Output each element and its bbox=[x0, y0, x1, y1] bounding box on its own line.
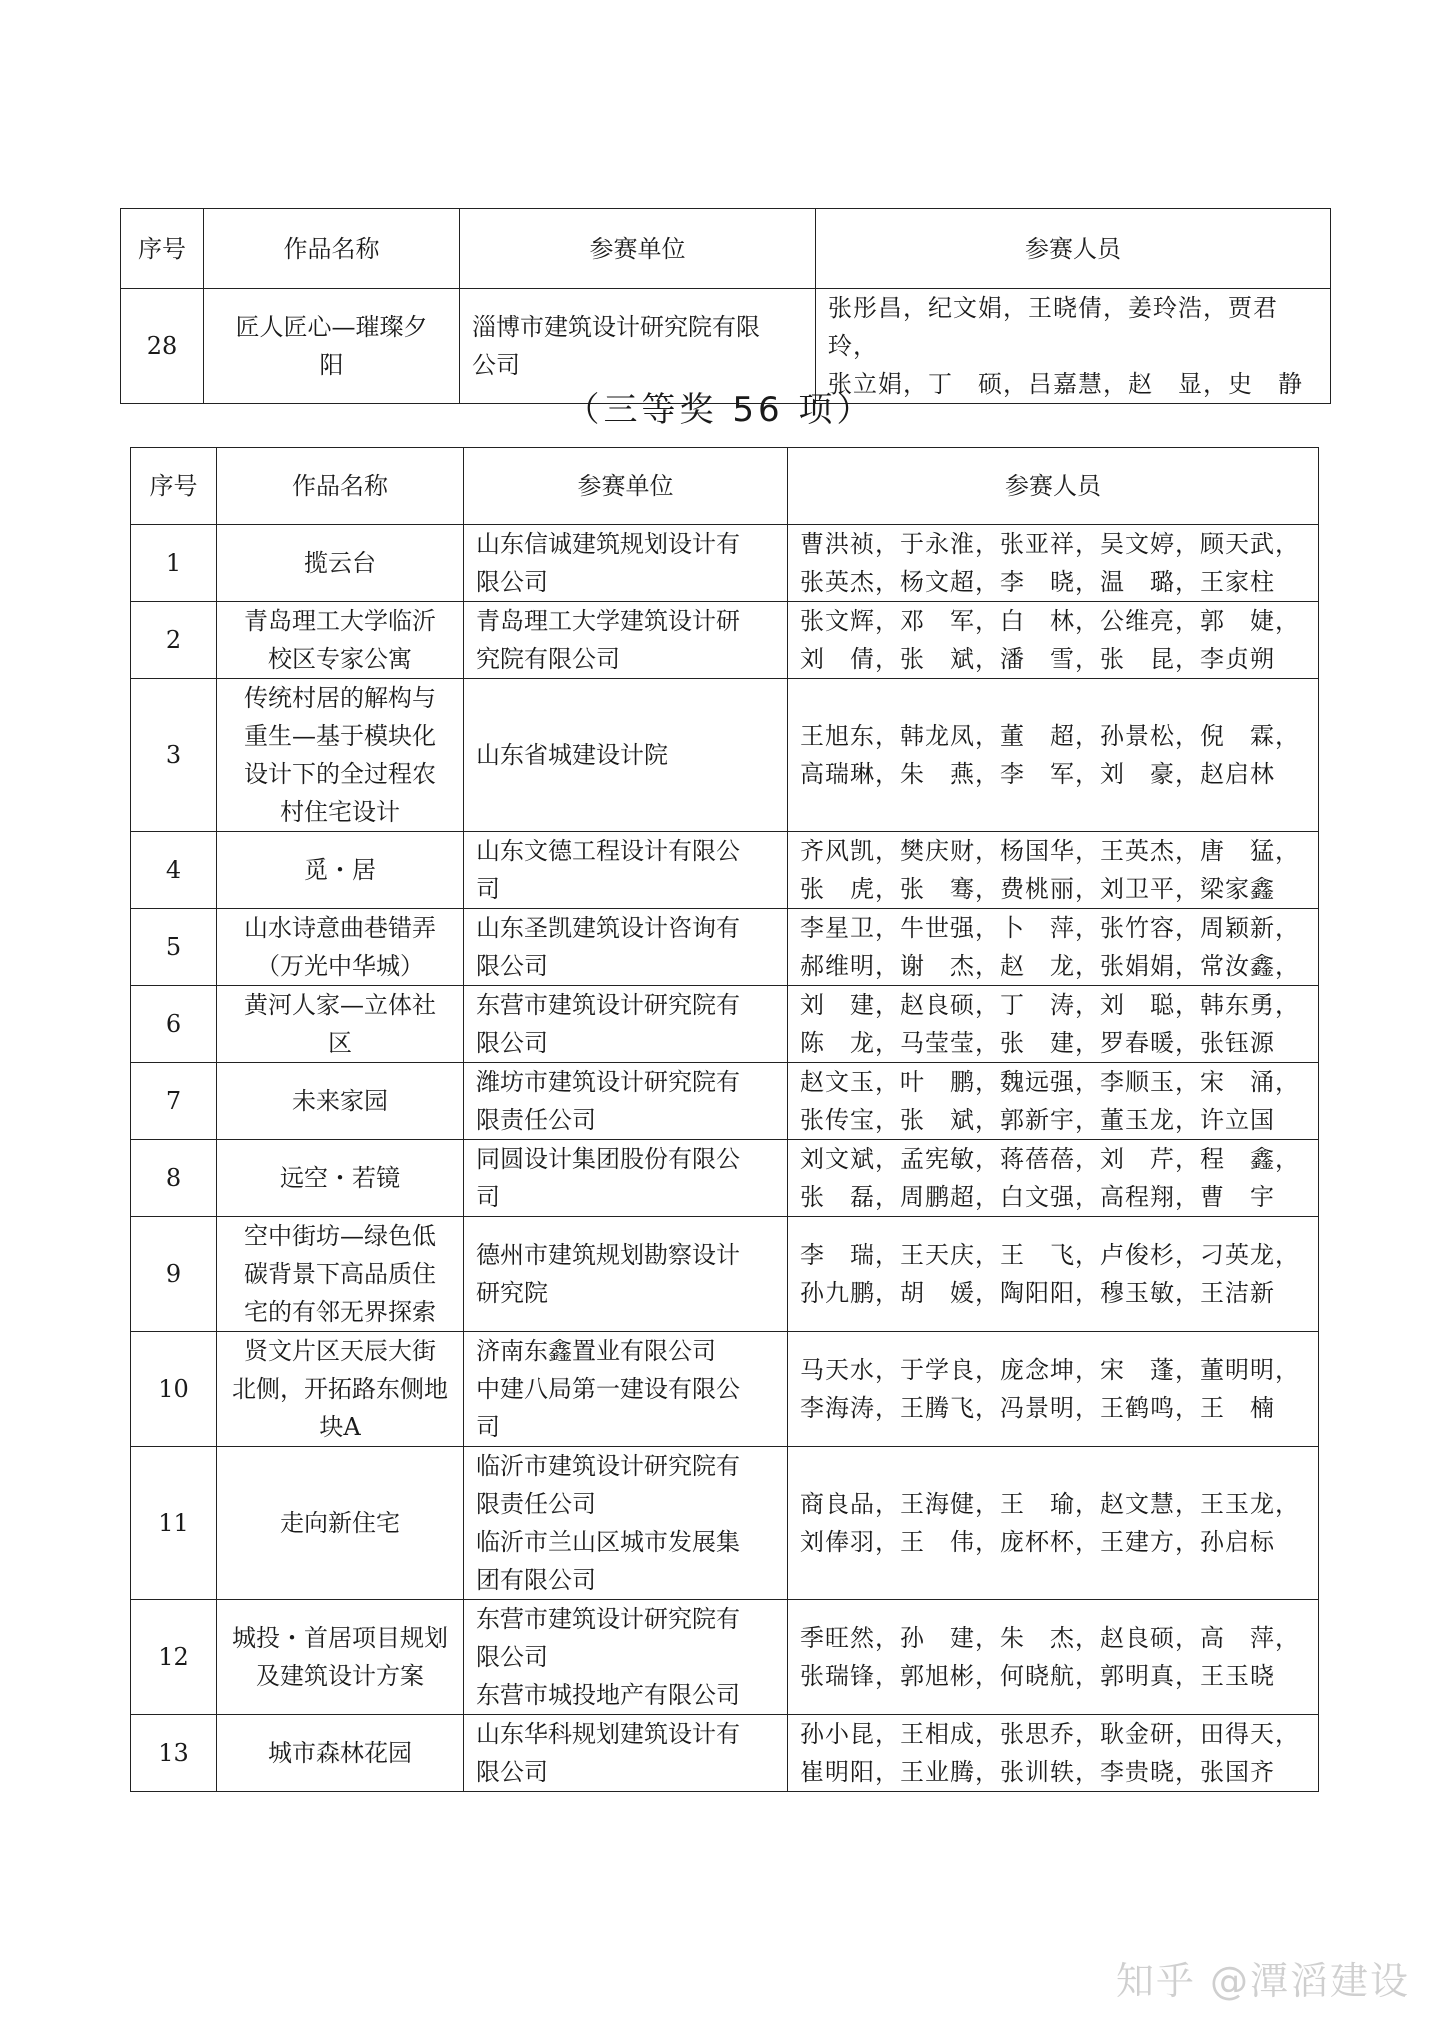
cell-work-name-line: 贤文片区天辰大街 bbox=[244, 1337, 436, 1365]
header-people: 参赛人员 bbox=[788, 448, 1319, 525]
cell-work-name-line: 揽云台 bbox=[304, 549, 376, 577]
cell-people bbox=[788, 986, 1319, 1063]
cell-people-line: 马天水，于学良，庞念坤，宋 蓬，董明明， bbox=[800, 1356, 1300, 1384]
cell-unit-line: 公司 bbox=[472, 351, 520, 379]
cell-work-name-line: 重生—基于模块化 bbox=[244, 722, 436, 750]
cell-work-name bbox=[217, 986, 464, 1063]
cell-work-name bbox=[217, 525, 464, 602]
previous-awards-table bbox=[120, 208, 1331, 404]
cell-unit-line: 东营市建筑设计研究院有 bbox=[476, 991, 740, 1019]
cell-work-name-line: 山水诗意曲巷错弄 bbox=[244, 914, 436, 942]
cell-work-name-line: 北侧，开拓路东侧地 bbox=[232, 1375, 448, 1403]
cell-unit bbox=[464, 1447, 788, 1600]
cell-unit-line: 临沂市建筑设计研究院有 bbox=[476, 1452, 740, 1480]
table-row bbox=[131, 986, 1319, 1063]
cell-unit-line: 司 bbox=[476, 875, 500, 903]
cell-people-line: 崔明阳，王业腾，张训轶，李贵晓，张国齐 bbox=[800, 1758, 1275, 1786]
cell-work-name bbox=[217, 1447, 464, 1600]
cell-people-line: 张立娟，丁 硕，吕嘉慧，赵 显，史 静 bbox=[828, 370, 1303, 398]
cell-work-name-line: 及建筑设计方案 bbox=[256, 1662, 424, 1690]
cell-people bbox=[788, 909, 1319, 986]
cell-people-line: 季旺然，孙 建，朱 杰，赵良硕，高 萍， bbox=[800, 1624, 1300, 1652]
cell-work-name-line: 远空・若镜 bbox=[280, 1164, 400, 1192]
cell-people-line: 商良品，王海健，王 瑜，赵文慧，王玉龙， bbox=[800, 1490, 1300, 1518]
third-prize-table bbox=[130, 447, 1319, 1792]
cell-people-line: 张英杰，杨文超，李 晓，温 璐，王家柱 bbox=[800, 568, 1275, 596]
cell-no: 6 bbox=[131, 986, 217, 1063]
cell-people-line: 张传宝，张 斌，郭新宇，董玉龙，许立国 bbox=[800, 1106, 1275, 1134]
cell-unit-line: 团有限公司 bbox=[476, 1566, 596, 1594]
cell-people-line: 王旭东，韩龙凤，董 超，孙景松，倪 霖， bbox=[800, 722, 1300, 750]
header-work-name: 作品名称 bbox=[204, 209, 460, 289]
cell-unit-line: 青岛理工大学建筑设计研 bbox=[476, 607, 740, 635]
cell-unit-line: 山东华科规划建筑设计有 bbox=[476, 1720, 740, 1748]
cell-people-line: 刘俸羽，王 伟，庞杯杯，王建方，孙启标 bbox=[800, 1528, 1275, 1556]
cell-unit-line: 山东文德工程设计有限公 bbox=[476, 837, 740, 865]
cell-unit-line: 德州市建筑规划勘察设计 bbox=[476, 1241, 740, 1269]
cell-unit-line: 限责任公司 bbox=[476, 1106, 596, 1134]
cell-no: 13 bbox=[131, 1715, 217, 1792]
cell-unit-line: 司 bbox=[476, 1183, 500, 1211]
cell-people-line: 张文辉，邓 军，白 林，公维亮，郭 婕， bbox=[800, 607, 1300, 635]
cell-people bbox=[788, 1715, 1319, 1792]
cell-people bbox=[788, 832, 1319, 909]
cell-people-line: 郝维明，谢 杰，赵 龙，张娟娟，常汝鑫， bbox=[800, 952, 1300, 980]
cell-no: 5 bbox=[131, 909, 217, 986]
table-row bbox=[131, 1140, 1319, 1217]
cell-work-name-line: 空中街坊—绿色低 bbox=[244, 1222, 436, 1250]
cell-work-name-line: 城投・首居项目规划 bbox=[232, 1624, 448, 1652]
cell-people-line: 曹洪祯，于永淮，张亚祥，吴文婷，顾天武， bbox=[800, 530, 1300, 558]
cell-work-name-line: 区 bbox=[328, 1029, 352, 1057]
cell-unit-line: 司 bbox=[476, 1413, 500, 1441]
cell-people-line: 张 磊，周鹏超，白文强，高程翔，曹 宇 bbox=[800, 1183, 1275, 1211]
cell-work-name bbox=[217, 1332, 464, 1447]
cell-people-line: 李海涛，王腾飞，冯景明，王鹤鸣，王 楠 bbox=[800, 1394, 1275, 1422]
table-row bbox=[131, 525, 1319, 602]
cell-unit-line: 究院有限公司 bbox=[476, 645, 620, 673]
cell-work-name-line: 碳背景下高品质住 bbox=[244, 1260, 436, 1288]
cell-unit-line: 限责任公司 bbox=[476, 1490, 596, 1518]
cell-people bbox=[788, 1332, 1319, 1447]
table-row bbox=[131, 602, 1319, 679]
cell-work-name bbox=[217, 1715, 464, 1792]
cell-unit-line: 限公司 bbox=[476, 1643, 548, 1671]
cell-no: 9 bbox=[131, 1217, 217, 1332]
cell-work-name-line: 城市森林花园 bbox=[268, 1739, 412, 1767]
cell-people bbox=[788, 679, 1319, 832]
cell-people-line: 李 瑞，王天庆，王 飞，卢俊杉，刁英龙， bbox=[800, 1241, 1300, 1269]
cell-people bbox=[788, 602, 1319, 679]
cell-unit-line: 东营市城投地产有限公司 bbox=[476, 1681, 740, 1709]
cell-work-name bbox=[217, 832, 464, 909]
table-row bbox=[131, 1600, 1319, 1715]
cell-unit-line: 限公司 bbox=[476, 1029, 548, 1057]
cell-work-name bbox=[217, 602, 464, 679]
table-row bbox=[131, 1447, 1319, 1600]
section-heading: （三等奖 56 项） bbox=[565, 390, 875, 430]
cell-work-name-line: 传统村居的解构与 bbox=[244, 684, 436, 712]
cell-work-name-line: 觅・居 bbox=[304, 856, 376, 884]
cell-unit-line: 限公司 bbox=[476, 568, 548, 596]
cell-no: 1 bbox=[131, 525, 217, 602]
table-row bbox=[131, 909, 1319, 986]
cell-no: 8 bbox=[131, 1140, 217, 1217]
cell-no: 2 bbox=[131, 602, 217, 679]
header-people: 参赛人员 bbox=[816, 209, 1331, 289]
table-row bbox=[131, 1715, 1319, 1792]
cell-no: 4 bbox=[131, 832, 217, 909]
cell-people-line: 刘 建，赵良硕，丁 涛，刘 聪，韩东勇， bbox=[800, 991, 1300, 1019]
table-header-row bbox=[131, 448, 1319, 525]
cell-people bbox=[788, 1140, 1319, 1217]
cell-people-line: 孙小昆，王相成，张思乔，耿金研，田得天， bbox=[800, 1720, 1300, 1748]
cell-work-name bbox=[217, 909, 464, 986]
cell-people bbox=[788, 1217, 1319, 1332]
cell-people-line: 赵文玉，叶 鹏，魏远强，李顺玉，宋 涌， bbox=[800, 1068, 1300, 1096]
header-no: 序号 bbox=[131, 448, 217, 525]
cell-work-name-line: 块A bbox=[319, 1413, 361, 1441]
cell-unit bbox=[464, 909, 788, 986]
cell-unit-line: 山东圣凯建筑设计咨询有 bbox=[476, 914, 740, 942]
cell-unit bbox=[464, 1600, 788, 1715]
cell-people-line: 陈 龙，马莹莹，张 建，罗春暖，张钰源 bbox=[800, 1029, 1275, 1057]
cell-unit-line: 中建八局第一建设有限公 bbox=[476, 1375, 740, 1403]
cell-unit-line: 限公司 bbox=[476, 1758, 548, 1786]
cell-work-name-line: 匠人匠心—璀璨夕 bbox=[235, 313, 428, 341]
cell-work-name-line: 黄河人家—立体社 bbox=[244, 991, 436, 1019]
cell-people bbox=[788, 525, 1319, 602]
cell-people-line: 孙九鹏，胡 媛，陶阳阳，穆玉敏，王洁新 bbox=[800, 1279, 1275, 1307]
cell-unit-line: 山东省城建设计院 bbox=[476, 741, 668, 769]
table-row bbox=[131, 679, 1319, 832]
cell-people-line: 齐风凯，樊庆财，杨国华，王英杰，唐 猛， bbox=[800, 837, 1300, 865]
cell-people-line: 刘文斌，孟宪敏，蒋蓓蓓，刘 芹，程 鑫， bbox=[800, 1145, 1300, 1173]
header-work-name: 作品名称 bbox=[217, 448, 464, 525]
cell-unit-line: 研究院 bbox=[476, 1279, 548, 1307]
cell-work-name bbox=[217, 1140, 464, 1217]
cell-people bbox=[788, 1063, 1319, 1140]
cell-unit bbox=[464, 525, 788, 602]
cell-work-name-line: 阳 bbox=[319, 351, 344, 379]
header-no: 序号 bbox=[121, 209, 204, 289]
cell-no: 12 bbox=[131, 1600, 217, 1715]
table-row bbox=[131, 1063, 1319, 1140]
cell-unit bbox=[464, 1140, 788, 1217]
table-row bbox=[131, 832, 1319, 909]
cell-unit-line: 济南东鑫置业有限公司 bbox=[476, 1337, 716, 1365]
cell-unit bbox=[464, 986, 788, 1063]
cell-no: 3 bbox=[131, 679, 217, 832]
cell-unit bbox=[464, 602, 788, 679]
cell-work-name-line: 校区专家公寓 bbox=[268, 645, 412, 673]
cell-work-name-line: 村住宅设计 bbox=[280, 798, 400, 826]
watermark: 知乎 @潭滔建设 bbox=[1115, 1959, 1410, 2003]
cell-people-line: 张 虎，张 骞，费桃丽，刘卫平，梁家鑫 bbox=[800, 875, 1275, 903]
cell-unit bbox=[464, 832, 788, 909]
cell-unit-line: 山东信诚建筑规划设计有 bbox=[476, 530, 740, 558]
cell-unit-line: 限公司 bbox=[476, 952, 548, 980]
cell-no: 10 bbox=[131, 1332, 217, 1447]
header-unit: 参赛单位 bbox=[460, 209, 816, 289]
cell-work-name bbox=[217, 1600, 464, 1715]
cell-people bbox=[788, 1600, 1319, 1715]
cell-no: 28 bbox=[121, 289, 204, 404]
cell-work-name bbox=[217, 1217, 464, 1332]
cell-people-line: 张彤昌，纪文娟，王晓倩，姜玲浩，贾君玲， bbox=[828, 294, 1278, 360]
table-header-row bbox=[121, 209, 1331, 289]
cell-people-line: 李星卫，牛世强，卜 萍，张竹容，周颖新， bbox=[800, 914, 1300, 942]
cell-unit bbox=[464, 1217, 788, 1332]
cell-people-line: 高瑞琳，朱 燕，李 军，刘 豪，赵启林 bbox=[800, 760, 1275, 788]
cell-unit-line: 潍坊市建筑设计研究院有 bbox=[476, 1068, 740, 1096]
cell-work-name bbox=[217, 1063, 464, 1140]
cell-unit bbox=[464, 1063, 788, 1140]
cell-people bbox=[788, 1447, 1319, 1600]
cell-unit bbox=[464, 1715, 788, 1792]
cell-unit-line: 淄博市建筑设计研究院有限 bbox=[472, 313, 760, 341]
cell-unit bbox=[464, 1332, 788, 1447]
cell-no: 7 bbox=[131, 1063, 217, 1140]
cell-unit-line: 临沂市兰山区城市发展集 bbox=[476, 1528, 740, 1556]
cell-unit-line: 同圆设计集团股份有限公 bbox=[476, 1145, 740, 1173]
cell-work-name-line: 青岛理工大学临沂 bbox=[244, 607, 436, 635]
cell-unit bbox=[464, 679, 788, 832]
cell-work-name-line: （万光中华城） bbox=[256, 952, 424, 980]
cell-people-line: 刘 倩，张 斌，潘 雪，张 昆，李贞朔 bbox=[800, 645, 1275, 673]
cell-no: 11 bbox=[131, 1447, 217, 1600]
cell-people-line: 张瑞锋，郭旭彬，何晓航，郭明真，王玉晓 bbox=[800, 1662, 1275, 1690]
cell-work-name bbox=[217, 679, 464, 832]
cell-work-name-line: 走向新住宅 bbox=[280, 1509, 400, 1537]
cell-work-name-line: 宅的有邻无界探索 bbox=[244, 1298, 436, 1326]
table-row bbox=[131, 1217, 1319, 1332]
header-unit: 参赛单位 bbox=[464, 448, 788, 525]
cell-unit-line: 东营市建筑设计研究院有 bbox=[476, 1605, 740, 1633]
cell-work-name-line: 设计下的全过程农 bbox=[244, 760, 436, 788]
cell-work-name-line: 未来家园 bbox=[292, 1087, 388, 1115]
table-row bbox=[131, 1332, 1319, 1447]
